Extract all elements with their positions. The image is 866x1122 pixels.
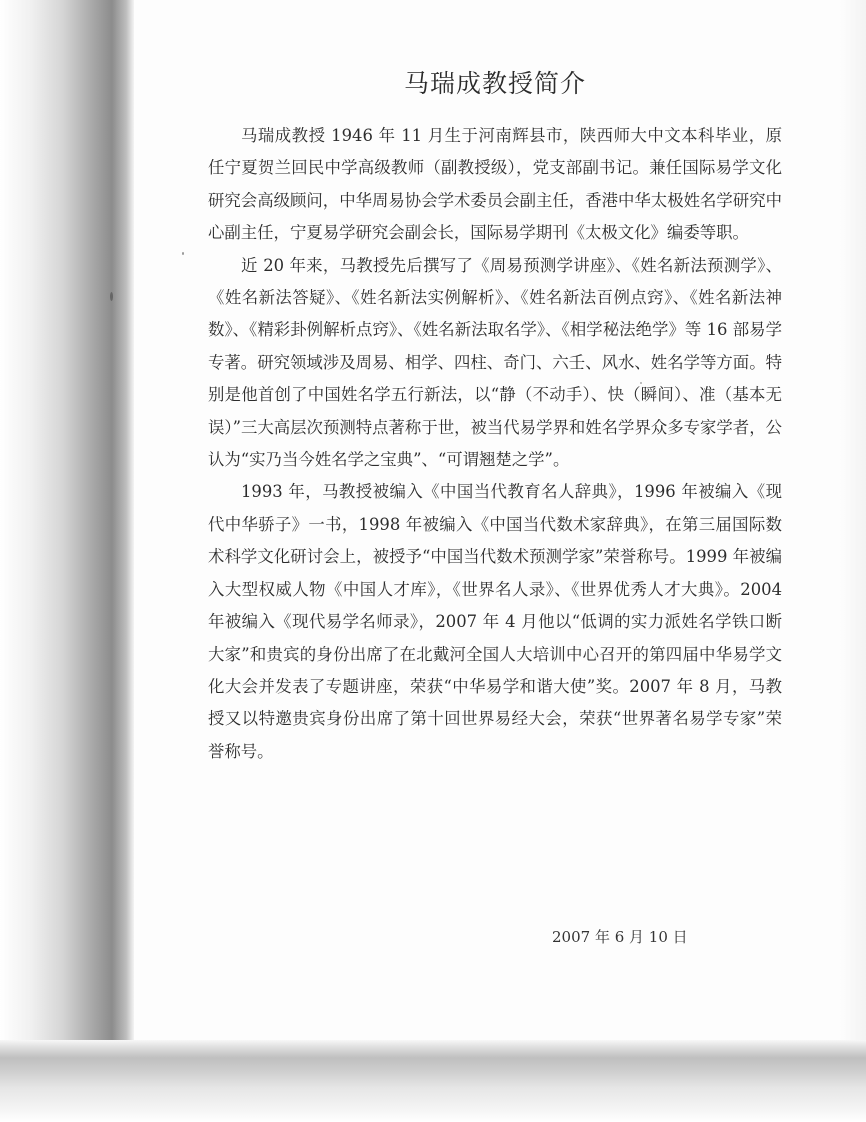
- signature-date: 2007 年 6 月 10 日: [552, 928, 688, 946]
- paragraph-background: 马瑞成教授 1946 年 11 月生于河南辉县市，陕西师大中文本科毕业，原任宁夏贺兰回民中学高级教师（副教授级），党支部副书记。兼任国际易学文化研究会高级顾问，中华周易协会学术委员会副主任，香港中华太极姓名学研究中心副主任，宁夏易学研究会副会长，国际易学期刊《太极文化》编委等职。: [208, 126, 782, 243]
- scan-speck: [110, 292, 113, 301]
- paper-right-edge: [840, 0, 866, 1040]
- biography-body: [208, 120, 782, 768]
- scan-bottom-shadow: [0, 1040, 866, 1122]
- scan-left-shadow: [0, 0, 135, 1122]
- page-title: 马瑞成教授简介: [403, 69, 586, 98]
- scan-speck: [182, 252, 184, 255]
- paragraph-honors: 1993 年，马教授被编入《中国当代教育名人辞典》，1996 年被编入《现代中华骄子》一书，1998 年被编入《中国当代数术家辞典》，在第三届国际数术科学文化研讨会上，被授予“中国当代数术预测学家”荣誉称号。1999 年被编入大型权威人物《中国人才库》，《世界名人录》、《世界优秀人才大典》。2004 年被编入《现代易学名师录》，2007 年 4 月他以“低调的实力派姓名学铁口断大家”和贵宾的身份出席了在北戴河全国人大培训中心召开的第四届中华易学文化大会并发表了专题讲座，荣获“中华易学和谐大使”奖。2007 年 8 月，马教授又以特邀贵宾身份出席了第十回世界易经大会，荣获“世界著名易学专家”荣誉称号。: [208, 482, 782, 761]
- paragraph-works: 近 20 年来，马教授先后撰写了《周易预测学讲座》、《姓名新法预测学》、《姓名新法答疑》、《姓名新法实例解析》、《姓名新法百例点窍》、《姓名新法神数》、《精彩卦例解析点窍》、《姓名新法取名学》、《相学秘法绝学》等 16 部易学专著。研究领域涉及周易、相学、四柱、奇门、六壬、风水、姓名学等方面。特别是他首创了中国姓名学五行新法，以“静（不动手）、快（瞬间）、准（基本无误）”三大高层次预测特点著称于世，被当代易学界和姓名学界众多专家学者，公认为“实乃当今姓名学之宝典”、“可谓翘楚之学”。: [208, 255, 782, 470]
